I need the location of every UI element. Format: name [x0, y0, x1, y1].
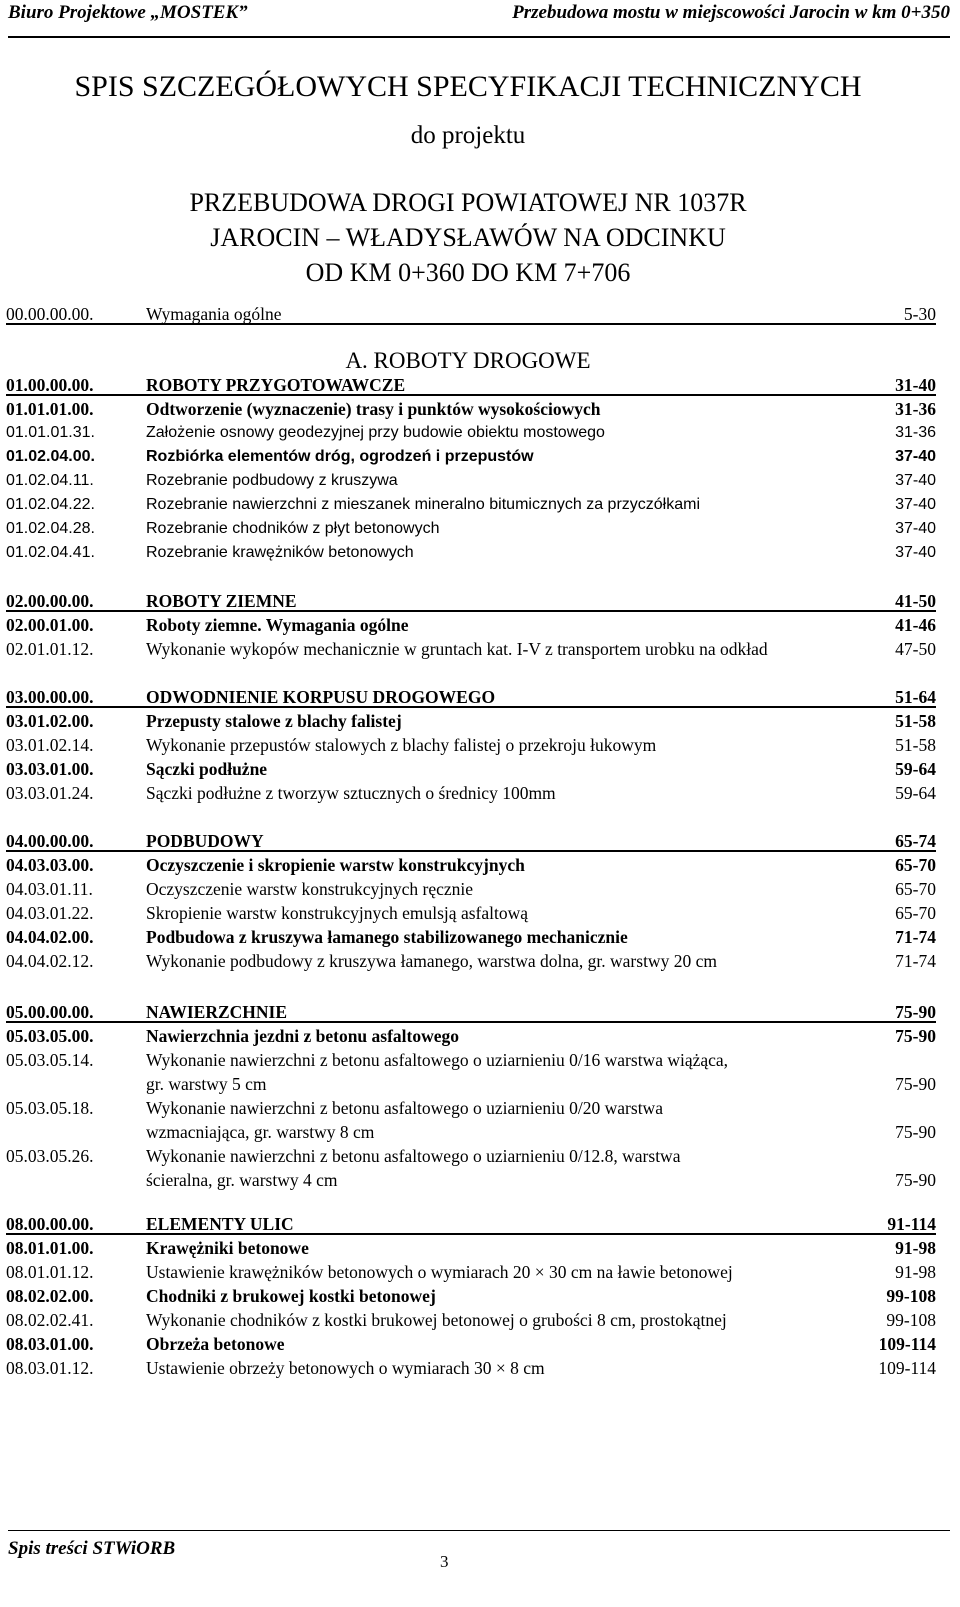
toc-row [6, 1308, 936, 1332]
toc-row [6, 302, 936, 326]
toc-name: Ustawienie krawężników betonowych o wymiarach 20 × 30 cm na ławie betonowej [146, 1262, 733, 1282]
toc-code: 03.01.02.00. [6, 711, 94, 731]
toc-name: Wykonanie przepustów stalowych z blachy falistej o przekroju łukowym [146, 735, 657, 755]
toc-name: Obrzeża betonowe [146, 1334, 285, 1354]
toc-row [6, 829, 936, 853]
toc-row [6, 421, 936, 445]
toc-code: 01.00.00.00. [6, 375, 94, 395]
toc-row [6, 709, 936, 733]
toc-name: NAWIERZCHNIE [146, 1002, 287, 1022]
toc-code: 02.00.00.00. [6, 591, 94, 611]
toc-code: 02.00.01.00. [6, 615, 94, 635]
page-header [8, 0, 950, 38]
toc-pages: 31-40 [895, 375, 936, 395]
toc-code: 03.00.00.00. [6, 687, 94, 707]
toc-code: 05.03.05.18. [6, 1098, 94, 1118]
toc-pages: 37-40 [895, 448, 936, 465]
toc-name: Podbudowa z kruszywa łamanego stabilizowanego mechanicznie [146, 927, 628, 947]
toc-pages: 37-40 [895, 472, 936, 489]
toc-pages: 75-90 [895, 1002, 936, 1022]
toc-name: Wykonanie wykopów mechanicznie w gruntach kat. I-V z transportem urobku na odkład [146, 639, 768, 659]
toc-pages: 51-58 [895, 735, 936, 755]
toc-row [6, 1260, 936, 1284]
page-number: 3 [440, 1552, 449, 1571]
header-project: Przebudowa mostu w miejscowości Jarocin w km 0+350 [512, 2, 950, 23]
toc-pages: 65-74 [895, 831, 936, 851]
toc-code: 01.02.04.00. [6, 448, 95, 465]
toc-name: ROBOTY ZIEMNE [146, 591, 297, 611]
toc-pages: 65-70 [895, 855, 936, 875]
project-title [0, 185, 936, 290]
toc-pages: 65-70 [895, 879, 936, 899]
toc-code: 04.04.02.00. [6, 927, 94, 947]
toc-name: Wykonanie nawierzchni z betonu asfaltowego o uziarnieniu 0/20 warstwa [146, 1098, 663, 1118]
toc-pages: 37-40 [895, 496, 936, 513]
toc-name: ODWODNIENIE KORPUSU DROGOWEGO [146, 687, 496, 707]
toc-name: Wykonanie nawierzchni z betonu asfaltowego o uziarnieniu 0/12.8, warstwa [146, 1146, 681, 1166]
toc-name: Rozbiórka elementów dróg, ogrodzeń i przepustów [146, 448, 534, 465]
toc-name: Sączki podłużne z tworzyw sztucznych o średnicy 100mm [146, 783, 556, 803]
toc-code: 04.03.03.00. [6, 855, 94, 875]
footer-title: Spis treści STWiORB [8, 1538, 176, 1559]
toc-code: 05.03.05.00. [6, 1026, 94, 1046]
toc-pages: 59-64 [895, 759, 936, 779]
toc-pages: 75-90 [895, 1170, 936, 1190]
toc-name: Odtworzenie (wyznaczenie) trasy i punktów wysokościowych [146, 399, 601, 419]
toc-name: Rozebranie krawężników betonowych [146, 544, 414, 561]
toc-pages: 41-50 [895, 591, 936, 611]
toc-name: Nawierzchnia jezdni z betonu asfaltowego [146, 1026, 460, 1046]
toc-row [6, 373, 936, 397]
toc-code: 05.03.05.26. [6, 1146, 94, 1166]
toc-code: 01.02.04.41. [6, 544, 95, 561]
toc-code: 01.02.04.22. [6, 496, 95, 513]
toc-name: Wymagania ogólne [146, 304, 282, 324]
section-heading: A. ROBOTY DROGOWE [345, 348, 591, 373]
toc-code: 08.02.02.41. [6, 1310, 94, 1330]
toc-row [6, 1284, 936, 1308]
toc-name: Rozebranie podbudowy z kruszywa [146, 472, 398, 489]
toc-pages: 65-70 [895, 903, 936, 923]
toc-code: 03.01.02.14. [6, 735, 94, 755]
toc-code: 08.03.01.12. [6, 1358, 94, 1378]
project-title-line: PRZEBUDOWA DROGI POWIATOWEJ NR 1037R [189, 188, 747, 217]
toc-name: Rozebranie nawierzchni z mieszanek mineralno bitumicznych za przyczółkami [146, 496, 700, 513]
toc-pages: 51-64 [895, 687, 936, 707]
toc-pages: 41-46 [895, 615, 936, 635]
toc-row [6, 781, 936, 805]
toc-row [6, 1096, 936, 1144]
toc-code: 08.02.02.00. [6, 1286, 94, 1306]
toc-name: Krawężniki betonowe [146, 1238, 309, 1258]
toc-name-continued: wzmacniająca, gr. warstwy 8 cm [146, 1122, 375, 1142]
toc-code: 04.03.01.11. [6, 879, 93, 899]
toc-code: 01.02.04.28. [6, 520, 95, 537]
toc-name: Skropienie warstw konstrukcyjnych emulsją asfaltową [146, 903, 528, 923]
toc-name: ROBOTY PRZYGOTOWAWCZE [146, 375, 406, 395]
toc-row [6, 445, 936, 469]
toc-pages: 37-40 [895, 544, 936, 561]
toc-pages: 99-108 [886, 1310, 936, 1330]
toc-pages: 59-64 [895, 783, 936, 803]
toc-name: Przepusty stalowe z blachy falistej [146, 711, 402, 731]
toc-code: 01.01.01.00. [6, 399, 94, 419]
toc-name: Wykonanie chodników z kostki brukowej betonowej o grubości 8 cm, prostokątnej [146, 1310, 727, 1330]
toc-name: ELEMENTY ULIC [146, 1214, 294, 1234]
toc-pages: 99-108 [886, 1286, 936, 1306]
toc-code: 03.03.01.00. [6, 759, 94, 779]
toc-row [6, 733, 936, 757]
toc-code: 04.04.02.12. [6, 951, 94, 971]
toc-name: Wykonanie nawierzchni z betonu asfaltowego o uziarnieniu 0/16 warstwa wiążąca, [146, 1050, 729, 1070]
toc-pages: 91-98 [895, 1238, 936, 1258]
toc-row [6, 853, 936, 877]
toc-code: 05.00.00.00. [6, 1002, 94, 1022]
project-title-line: OD KM 0+360 DO KM 7+706 [305, 258, 631, 287]
document-subtitle: do projektu [410, 122, 526, 149]
toc-row [6, 1048, 936, 1096]
toc-pages: 37-40 [895, 520, 936, 537]
toc-pages: 75-90 [895, 1026, 936, 1046]
toc-name-continued: ścieralna, gr. warstwy 4 cm [146, 1170, 338, 1190]
toc-name: Roboty ziemne. Wymagania ogólne [146, 615, 409, 635]
toc-code: 08.00.00.00. [6, 1214, 94, 1234]
toc-row [6, 1000, 936, 1024]
toc-code: 08.01.01.00. [6, 1238, 94, 1258]
toc-row [6, 1144, 936, 1192]
toc-name-continued: gr. warstwy 5 cm [146, 1074, 267, 1094]
toc-row [6, 949, 936, 973]
toc-row [6, 541, 936, 565]
toc-code: 02.01.01.12. [6, 639, 94, 659]
toc-code: 04.00.00.00. [6, 831, 94, 851]
toc-name: Rozebranie chodników z płyt betonowych [146, 520, 440, 537]
toc-row [6, 1024, 936, 1048]
toc-row [6, 589, 936, 613]
toc-pages: 47-50 [895, 639, 936, 659]
toc-pages: 75-90 [895, 1074, 936, 1094]
toc-pages: 91-114 [887, 1214, 936, 1234]
header-company: Biuro Projektowe „MOSTEK” [8, 2, 248, 23]
toc-row [6, 1356, 936, 1380]
toc-code: 05.03.05.14. [6, 1050, 94, 1070]
project-title-line: JAROCIN – WŁADYSŁAWÓW NA ODCINKU [210, 223, 726, 252]
toc-code: 01.02.04.11. [6, 472, 94, 489]
toc-row [6, 517, 936, 541]
toc-code: 08.03.01.00. [6, 1334, 94, 1354]
toc-row [6, 469, 936, 493]
toc-row [6, 757, 936, 781]
toc-pages: 109-114 [878, 1334, 936, 1354]
toc-row [6, 397, 936, 421]
toc-code: 08.01.01.12. [6, 1262, 94, 1282]
toc-name: Wykonanie podbudowy z kruszywa łamanego, warstwa dolna, gr. warstwy 20 cm [146, 951, 717, 971]
toc-name: Chodniki z brukowej kostki betonowej [146, 1286, 436, 1306]
toc-name: Oczyszczenie i skropienie warstw konstrukcyjnych [146, 855, 525, 875]
toc-pages: 109-114 [878, 1358, 936, 1378]
toc-row [6, 901, 936, 925]
toc-pages: 31-36 [895, 424, 936, 441]
toc-row [6, 1236, 936, 1260]
toc-row [6, 613, 936, 637]
toc-row [6, 493, 936, 517]
footer-divider [8, 1530, 950, 1531]
toc-row [6, 637, 936, 661]
toc-pages: 31-36 [895, 399, 936, 419]
toc-name: Oczyszczenie warstw konstrukcyjnych ręcznie [146, 879, 474, 899]
toc-row [6, 877, 936, 901]
toc-pages: 75-90 [895, 1122, 936, 1142]
toc-pages: 51-58 [895, 711, 936, 731]
toc-row [6, 1212, 936, 1236]
toc-name: Sączki podłużne [146, 759, 268, 779]
toc-name: PODBUDOWY [146, 831, 264, 851]
toc-row [6, 1332, 936, 1356]
toc-name: Założenie osnowy geodezyjnej przy budowie obiektu mostowego [146, 424, 605, 441]
document-title: SPIS SZCZEGÓŁOWYCH SPECYFIKACJI TECHNICZNYCH [74, 70, 862, 103]
toc-pages: 5-30 [903, 304, 936, 324]
toc-row [6, 685, 936, 709]
toc-code: 03.03.01.24. [6, 783, 94, 803]
toc-code: 04.03.01.22. [6, 903, 94, 923]
toc-pages: 71-74 [895, 927, 936, 947]
toc-pages: 71-74 [895, 951, 936, 971]
toc-code: 01.01.01.31. [6, 424, 95, 441]
toc-row [6, 925, 936, 949]
toc-pages: 91-98 [895, 1262, 936, 1282]
toc-code: 00.00.00.00. [6, 304, 94, 324]
toc-name: Ustawienie obrzeży betonowych o wymiarach 30 × 8 cm [146, 1358, 545, 1378]
